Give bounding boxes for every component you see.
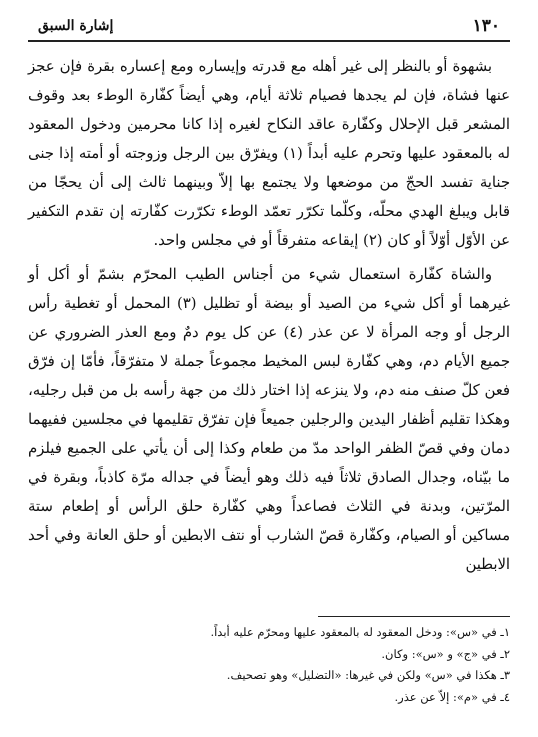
page-header	[28, 14, 510, 40]
footnote: ٣ـ هكذا في «س» ولكن في غيرها: «التضليل» وهو تصحيف.	[226, 668, 510, 682]
footnotes	[28, 622, 510, 708]
running-title: إشارة السبق	[38, 18, 114, 34]
paragraph: والشاة كفّارة استعمال شيء من أجناس الطيب المحرّم بشمّ أو أكل أو غيرهما أو أكل شيء من الصيد أو بيضة أو تظليل (٣) المحمل أو تغطية رأس الرجل أو وجه المرأة لا عن عذر (٤) عن كل يوم دمٌ ومع العذر الضروري عن جميع الأيام دم، وهي كفّارة لبس المخيط مجموعاً جملة لا متفرّقاً، فأمّا إن فرّق فعن كلّ صنف منه دم، ولا ينزعه إذا اختار ذلك من جهة رأسه بل من قبل رجليه، وهكذا تقليم أظفار اليدين والرجلين جميعاً فإن تفرّق تقليمها في مجلسين ففيهما دمان وفي قصّ الظفر الواحد مدّ من طعام وكذا إلى أن يأتي على الجميع فيلزم ما بيّناه، وجدال الصادق ثلاثاً فيه ذلك وهو أيضاً في جداله مرّة كاذباً، وبقرة في المرّتين، وبدنة في الثلاث فصاعداً وهي كفّارة حلق الرأس أو إطعام ستة مساكين أو الصيام، وكفّارة قصّ الشارب أو نتف الابطين أو حلق العانة وفي أحد الابطين	[28, 266, 510, 573]
header-rule	[28, 40, 510, 42]
footnote: ٤ـ في «م»: إلاّ عن عذر.	[394, 689, 510, 704]
footnote-rule	[318, 616, 510, 617]
page-number: ١٣٠	[472, 16, 500, 36]
footnote: ٢ـ في «ج» و «س»: وكان.	[381, 646, 510, 661]
footnote: ١ـ في «س»: ودخل المعقود له بالمعقود عليها ومحرّم عليه أبداً.	[210, 625, 510, 639]
main-text	[28, 52, 510, 579]
paragraph: بشهوة أو بالنظر إلى غير أهله مع قدرته وإيساره ومع إعساره بقرة فإن عجز عنها فشاة، فإن لم يجدها فصيام ثلاثة أيام، وهي أيضاً كفّارة الوطء بعد وقوف المشعر قبل الإحلال وكفّارة عاقد النكاح لغيره إذا كانا محرمين ودخول المعقود له بالمعقود عليها وتحرم عليه أبداً (١) ويفرّق بين الرجل وزوجته أو أمته إذا جنى جناية تفسد الحجّ من موضعها ولا يجتمع بها إلاّ وبينهما ثالث إلى أن يحجّا من قابل ويبلغ الهدي محلّه، وكلّما تكرّر تعمّد الوطء تكرّرت كفّارته إن تقدم التكفير عن الأوّل أوّلاً أو كان (٢) إيقاعه متفرقاً أو في مجلس واحد.	[28, 58, 510, 249]
